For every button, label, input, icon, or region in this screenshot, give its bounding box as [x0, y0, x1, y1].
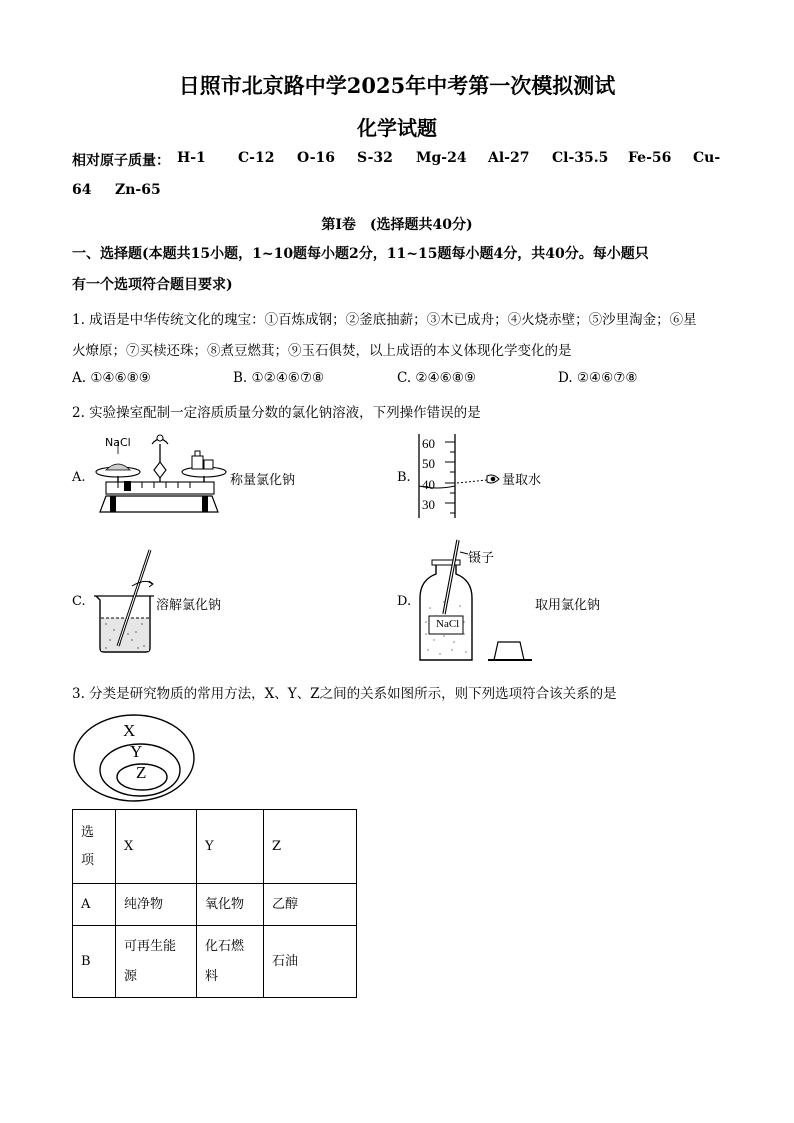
- q2-a-nacl-label: NaCl: [105, 436, 131, 449]
- q3-stem: 3. 分类是研究物质的常用方法，X、Y、Z之间的关系如图所示，则下列选项符合该关系的是: [72, 686, 617, 702]
- table-cell: [197, 926, 264, 998]
- q1-option-a: A. ①④⑥⑧⑨: [72, 370, 151, 386]
- section-instruction-1: 一、选择题(本题共15小题，1~10题每小题2分，11~15题每小题4分，共40分。每小题只: [72, 246, 649, 262]
- q2-d-caption: 取用氯化钠: [535, 598, 601, 613]
- table-header-y: Y: [197, 810, 264, 884]
- table-cell-text: 化石燃料: [205, 938, 245, 984]
- q2-d-letter: D.: [397, 594, 412, 609]
- q2-d-nacl-label: NaCl: [436, 618, 460, 630]
- q2-d-tweezers-label: 镊子: [468, 551, 495, 566]
- table-cell: B: [73, 926, 116, 998]
- atomic-mass-s: S-32: [357, 150, 393, 166]
- cylinder-tick-30: 30: [422, 497, 435, 512]
- q1-stem-line1: 1. 成语是中华传统文化的瑰宝：①百炼成钢；②釜底抽薪；③木已成舟；④火烧赤壁；⑤沙里淘金；⑥星: [72, 312, 697, 328]
- table-cell: 纯净物: [116, 884, 197, 926]
- section-instruction-2: 有一个选项符合题目要求): [72, 277, 233, 293]
- q1-stem-line2: 火燎原；⑦买椟还珠；⑧煮豆燃萁；⑨玉石俱焚，以上成语的本义体现化学变化的是: [72, 343, 572, 359]
- diagram-label-y: Y: [130, 742, 143, 761]
- table-header-x: X: [116, 810, 197, 884]
- table-cell: 氧化物: [197, 884, 264, 926]
- table-cell-text: 可再生能源: [124, 938, 177, 984]
- cylinder-tick-40: 40: [422, 477, 435, 492]
- diagram-label-z: Z: [136, 763, 147, 782]
- cylinder-tick-60: 60: [422, 436, 435, 451]
- table-row: [73, 926, 357, 998]
- table-row: [73, 884, 357, 926]
- q2-b-letter: B.: [397, 470, 411, 485]
- q2-c-caption: 溶解氯化钠: [156, 598, 222, 613]
- page-title: 日照市北京路中学2025年中考第一次模拟测试: [178, 73, 616, 98]
- atomic-mass-cu: Cu-: [693, 150, 721, 166]
- q1-option-c: C. ②④⑥⑧⑨: [397, 370, 476, 386]
- atomic-mass-o: O-16: [297, 150, 336, 166]
- q3-options-table: [72, 809, 357, 998]
- atomic-mass-mg: Mg-24: [416, 150, 467, 166]
- table-header-option-text: 选项: [81, 824, 95, 868]
- atomic-mass-cl: Cl-35.5: [552, 150, 609, 166]
- q2-a-letter: A.: [72, 470, 86, 485]
- q2-stem: 2. 实验操室配制一定溶质质量分数的氯化钠溶液，下列操作错误的是: [72, 405, 481, 421]
- atomic-mass-al: Al-27: [488, 150, 530, 166]
- table-header-row: [73, 810, 357, 884]
- page-subtitle: 化学试题: [357, 116, 437, 140]
- atomic-mass-zn: Zn-65: [115, 182, 161, 198]
- table-header-option: [73, 810, 116, 884]
- q2-c-letter: C.: [72, 594, 86, 609]
- table-header-z: Z: [264, 810, 357, 884]
- table-cell: 石油: [264, 926, 357, 998]
- atomic-mass-c: C-12: [238, 150, 275, 166]
- q2-a-caption: 称量氯化钠: [230, 473, 296, 488]
- diagram-label-x: X: [123, 721, 136, 740]
- q2-b-caption: 量取水: [502, 473, 542, 488]
- beaker-figure: [92, 548, 162, 654]
- q1-option-b: B. ①②④⑥⑦⑧: [233, 370, 325, 386]
- table-cell: [116, 926, 197, 998]
- part-heading: 第Ⅰ卷 (选择题共40分): [321, 217, 473, 233]
- atomic-mass-fe: Fe-56: [628, 150, 672, 166]
- cylinder-tick-50: 50: [422, 456, 435, 471]
- atomic-mass-cu-value: 64: [72, 182, 92, 198]
- table-cell: A: [73, 884, 116, 926]
- table-cell: 乙醇: [264, 884, 357, 926]
- q1-option-d: D. ②④⑥⑦⑧: [558, 370, 638, 386]
- atomic-mass-h: H-1: [177, 150, 206, 166]
- atomic-mass-label: 相对原子质量：: [72, 153, 170, 169]
